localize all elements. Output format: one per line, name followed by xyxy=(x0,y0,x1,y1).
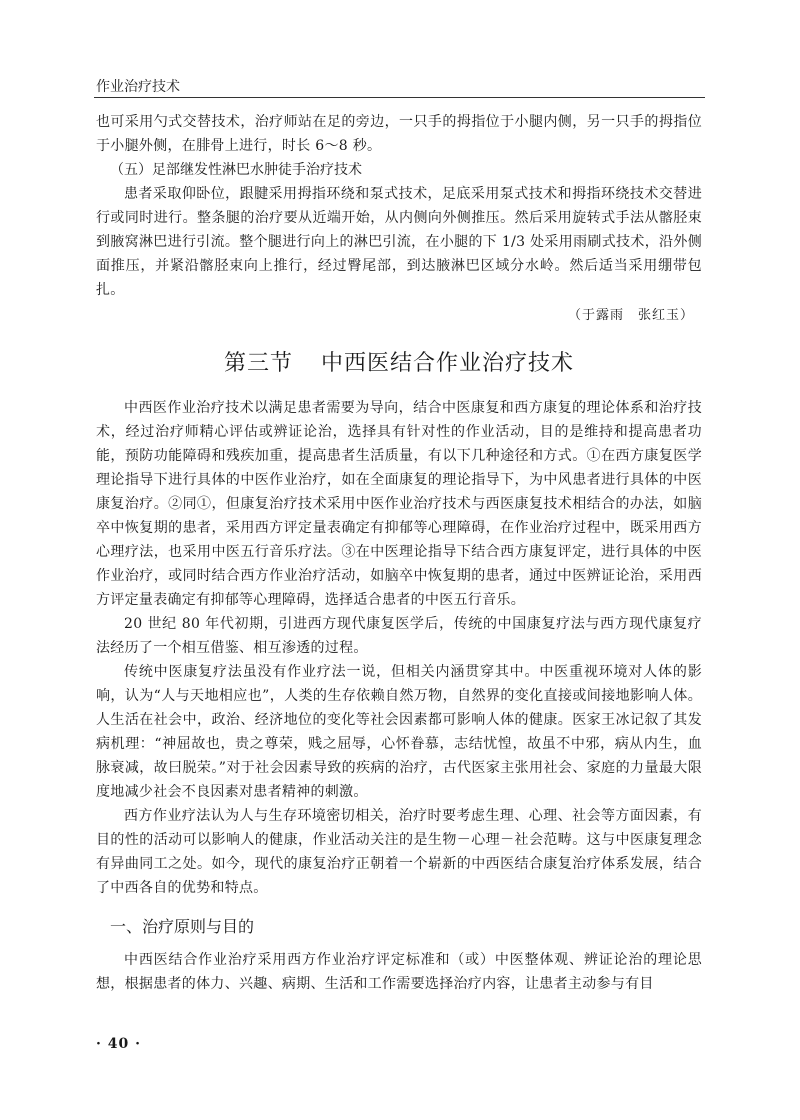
continued-paragraph: 也可采用勺式交替技术，治疗师站在足的旁边，一只手的拇指位于小腿内侧，另一只手的拇指位于小腿外侧，在腓骨上进行，时长 6～8 秒。 xyxy=(96,114,702,154)
body-paragraph: 传统中医康复疗法虽没有作业疗法一说，但相关内涵贯穿其中。中医重视环境对人体的影响，认为“人与天地相应也”，人类的生存依赖自然万物，自然界的变化直接或间接地影响人体。人生活在社会中，政治、经济地位的变化等社会因素都可影响人体的健康。医家王冰记叙了其发病机理：“神屈故也，贵之尊荣，贱之屈辱，心怀眷慕，志结忧惶，故虽不中邪，病从内生，血脉衰减，故曰脱荣。”对于社会因素导致的疾病的治疗，古代医家主张用社会、家庭的力量最大限度地减少社会不良因素对患者精神的刺激。 xyxy=(96,664,702,800)
body-paragraph: 中西医作业治疗技术以满足患者需要为导向，结合中医康复和西方康复的理论体系和治疗技术，经过治疗师精心评估或辨证论治，选择具有针对性的作业活动，目的是维持和提高患者功能，预防功能障碍和残疾加重，提高患者生活质量，有以下几种途径和方式。①在西方康复医学理论指导下进行具体的中医作业治疗，如在全面康复的理论指导下，为中风患者进行具体的中医康复治疗。②同①，但康复治疗技术采用中医作业治疗技术与西医康复技术相结合的办法，如脑卒中恢复期的患者，采用西方评定量表确定有抑郁等心理障碍，在作业治疗过程中，既采用西方心理疗法，也采用中医五行音乐疗法。③在中医理论指导下结合西方康复评定，进行具体的中医作业治疗，或同时结合西方作业治疗活动，如脑卒中恢复期的患者，通过中医辨证论治，采用西方评定量表确定有抑郁等心理障碍，选择适合患者的中医五行音乐。 xyxy=(96,400,702,608)
body-paragraph: 中西医结合作业治疗采用西方作业治疗评定标准和（或）中医整体观、辨证论治的理论思想，根据患者的体力、兴趣、病期、生活和工作需要选择治疗内容，让患者主动参与有目 xyxy=(96,952,702,992)
header-rule xyxy=(94,97,705,98)
section-number: 第三节 xyxy=(223,351,293,376)
subsection-heading: （五）足部继发性淋巴水肿徒手治疗技术 xyxy=(110,162,362,178)
running-header-title: 作业治疗技术 xyxy=(96,79,180,95)
section-title-text: 中西医结合作业治疗技术 xyxy=(321,351,575,376)
section-title xyxy=(96,348,702,380)
heading-treatment-principles: 一、治疗原则与目的 xyxy=(110,917,255,936)
body-paragraph: 患者采取仰卧位，跟腱采用拇指环绕和泵式技术，足底采用泵式技术和拇指环绕技术交替进行或同时进行。整条腿的治疗要从近端开始，从内侧向外侧推压。然后采用旋转式手法从髂胫束到腋窝淋巴进行引流。整个腿进行向上的淋巴引流，在小腿的下 1/3 处采用雨刷式技术，沿外侧面推压，并紧沿髂胫束向上推行，经过臀尾部，到达腋淋巴区域分水岭。然后适当采用绷带包扎。 xyxy=(96,186,702,298)
page-body xyxy=(96,110,702,996)
page-number: · 40 · xyxy=(96,1036,141,1052)
author-attribution: （于露雨 张红玉） xyxy=(567,308,694,323)
body-paragraph: 20 世纪 80 年代初期，引进西方现代康复医学后，传统的中国康复疗法与西方现代康复疗法经历了一个相互借鉴、相互渗透的过程。 xyxy=(96,616,702,656)
body-paragraph: 西方作业疗法认为人与生存环境密切相关，治疗时要考虑生理、心理、社会等方面因素，有目的性的活动可以影响人的健康，作业活动关注的是生物－心理－社会范畴。这与中医康复理念有异曲同工之处。如今，现代的康复治疗正朝着一个崭新的中西医结合康复治疗体系发展，结合了中西各自的优势和特点。 xyxy=(96,808,702,896)
